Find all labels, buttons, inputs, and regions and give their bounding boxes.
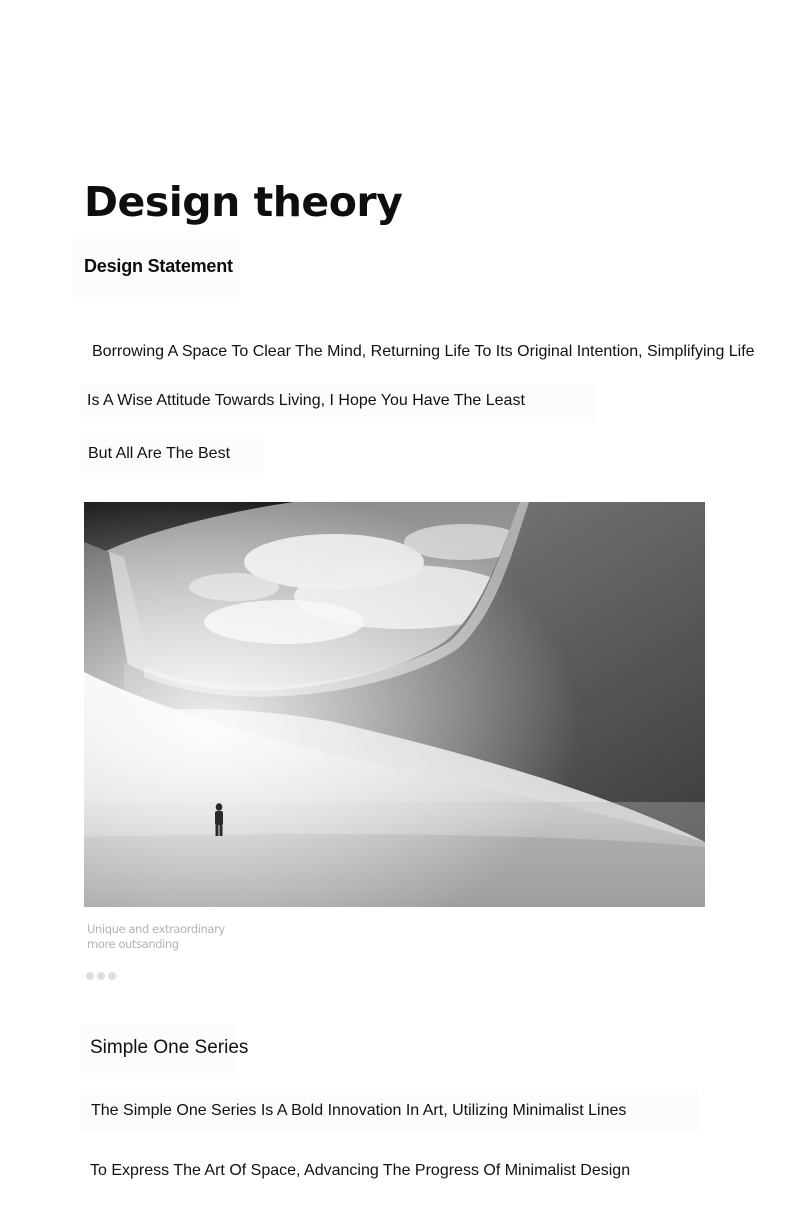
carousel-dot[interactable]	[108, 972, 116, 980]
hero-caption	[87, 922, 225, 952]
carousel-dot[interactable]	[97, 972, 105, 980]
series-title: Simple One Series	[90, 1037, 249, 1058]
hero-image	[84, 502, 705, 907]
series-line-1: The Simple One Series Is A Bold Innovation In Art, Utilizing Minimalist Lines	[91, 1102, 627, 1119]
series-line-2: To Express The Art Of Space, Advancing The Progress Of Minimalist Design	[90, 1162, 631, 1179]
statement-line-1: Borrowing A Space To Clear The Mind, Returning Life To Its Original Intention, Simplifying Life	[92, 343, 755, 360]
carousel-dot[interactable]	[86, 972, 94, 980]
carousel-dots	[86, 972, 116, 980]
page-title: Design theory	[84, 178, 403, 226]
statement-line-3: But All Are The Best	[88, 445, 231, 462]
caption-line: Unique and extraordinary	[87, 922, 225, 936]
section-subtitle: Design Statement	[84, 256, 233, 276]
architecture-photo	[84, 502, 705, 907]
statement-line-2: Is A Wise Attitude Towards Living, I Hope You Have The Least	[87, 392, 525, 409]
caption-line: more outsanding	[87, 937, 179, 951]
